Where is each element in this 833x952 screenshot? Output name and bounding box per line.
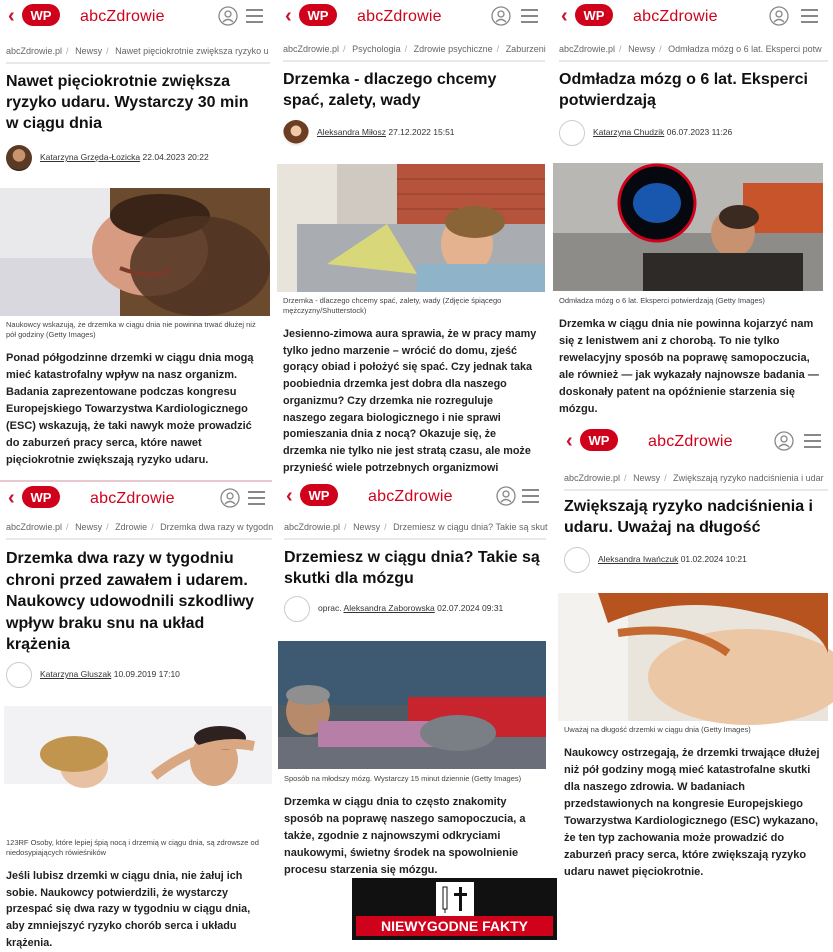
breadcrumb-item[interactable]: abcZdrowie.pl: [283, 44, 340, 54]
article-photo: [4, 706, 272, 834]
chevron-left-icon[interactable]: ‹: [286, 485, 293, 507]
breadcrumb: [6, 522, 272, 540]
article-lead: Jesienno-zimowa aura sprawia, że w pracy mamy tylko jedno marzenie – wrócić do domu, zjeść gorący obiad i położyć się spać. Czy jednak taka poobiednia drzemka jest dobra dla naszego organizmu? Czy drzemka nie rozreguluje naszego zegara biologicznego i nie sprawi pomieszania dnia z nocą? Okazuje się, że drzemka nie tylko nie jest stratą czasu, ale może przynieść wiele potrzebnych organizmowi: [283, 328, 537, 474]
publish-date: 10.09.2019 17:10: [113, 669, 180, 679]
author-row: [559, 120, 824, 148]
article-photo: [277, 164, 545, 292]
article-panel-4: [0, 480, 272, 947]
breadcrumb-separator: /: [106, 46, 109, 56]
publish-date: 02.07.2024 09:31: [437, 603, 504, 613]
breadcrumb-separator: /: [496, 44, 500, 54]
article-photo: [558, 593, 828, 721]
breadcrumb-item[interactable]: abcZdrowie.pl: [559, 44, 616, 54]
user-icon[interactable]: [769, 6, 789, 26]
author-prefix: oprac.: [318, 603, 342, 613]
avatar: [559, 120, 585, 146]
breadcrumb: [559, 44, 828, 62]
hamburger-icon[interactable]: [801, 9, 818, 23]
article-title: Drzemiesz w ciągu dnia? Takie są skutki dla mózgu: [284, 549, 540, 587]
brand-name[interactable]: abcZdrowie: [368, 488, 453, 505]
article-panel-6: [558, 425, 828, 885]
breadcrumb: [564, 473, 828, 491]
author-row: [564, 547, 824, 575]
breadcrumb-item[interactable]: Newsy: [628, 44, 656, 54]
publish-date: 06.07.2023 11:26: [666, 127, 733, 137]
svg-text:WP: WP: [583, 8, 605, 23]
user-icon[interactable]: [218, 6, 238, 26]
breadcrumb-item[interactable]: abcZdrowie.pl: [6, 522, 63, 532]
article-lead: Drzemka w ciągu dnia nie powinna kojarzyć nam się z lenistwem ani z chorobą. To nie tylko rewelacyjny sposób na poprawę samopoczucia, ale również — jak wykazały najnowsze badania — doskonały patent na opóźnienie starzenia się mózgu.: [559, 318, 819, 416]
breadcrumb-separator: /: [404, 44, 408, 54]
article-panel-3: [553, 0, 828, 420]
site-header: [277, 0, 545, 34]
publish-date: 01.02.2024 10:21: [680, 554, 747, 564]
breadcrumb-item[interactable]: Drzemiesz w ciągu dnia? Takie są skut: [393, 522, 548, 532]
wp-logo[interactable]: [580, 429, 618, 451]
brand-name[interactable]: abcZdrowie: [648, 433, 733, 450]
hamburger-icon[interactable]: [804, 434, 821, 448]
avatar: [6, 145, 32, 171]
breadcrumb-separator: /: [344, 522, 347, 532]
breadcrumb-separator: /: [619, 44, 622, 54]
breadcrumb-item[interactable]: abcZdrowie.pl: [284, 522, 341, 532]
breadcrumb: [283, 44, 545, 62]
article-title: Nawet pięciokrotnie zwiększa ryzyko udaru. Wystarczy 30 min w ciągu dnia: [6, 73, 249, 132]
breadcrumb: [284, 522, 546, 540]
article-panel-1: [0, 0, 270, 480]
wp-logo[interactable]: [575, 4, 613, 26]
user-icon[interactable]: [496, 486, 516, 506]
breadcrumb-separator: /: [664, 473, 667, 483]
breadcrumb-separator: /: [384, 522, 387, 532]
author-row: [6, 662, 268, 690]
article-title: Zwiększają ryzyko nadciśnienia i udaru. Uważaj na długość: [564, 498, 813, 536]
breadcrumb-separator: /: [343, 44, 346, 54]
photo-caption: 123RF Osoby, które lepiej śpią nocą i drzemią w ciągu dnia, są zdrowsze od niedosypiających rówieśników: [6, 838, 259, 858]
article-panel-2: [277, 0, 545, 480]
breadcrumb-item[interactable]: Zaburzeni: [505, 44, 546, 54]
breadcrumb-item[interactable]: Newsy: [633, 473, 661, 483]
article-photo: [0, 188, 270, 316]
brand-name[interactable]: abcZdrowie: [633, 8, 718, 25]
author-row: [284, 596, 542, 624]
svg-text:WP: WP: [588, 433, 610, 448]
breadcrumb-separator: /: [659, 44, 662, 54]
avatar: [284, 596, 310, 622]
wp-logo[interactable]: [299, 4, 337, 26]
breadcrumb-item[interactable]: Newsy: [353, 522, 381, 532]
watermark-banner: [352, 878, 557, 940]
breadcrumb-item[interactable]: Odmładza mózg o 6 lat. Eksperci potw: [668, 44, 822, 54]
author-name[interactable]: Aleksandra Zaborowska: [343, 603, 435, 613]
brand-name[interactable]: abcZdrowie: [80, 8, 165, 25]
breadcrumb-item[interactable]: Psychologia: [352, 44, 401, 54]
svg-text:WP: WP: [307, 8, 329, 23]
chevron-left-icon[interactable]: ‹: [285, 5, 292, 27]
publish-date: 22.04.2023 20:22: [142, 152, 209, 162]
hamburger-icon[interactable]: [521, 9, 538, 23]
photo-caption: Naukowcy wskazują, że drzemka w ciągu dnia nie powinna trwać dłużej niż pół godziny (Getty Images): [6, 320, 256, 340]
site-header: [558, 425, 828, 459]
author-row: [283, 120, 541, 148]
site-header: [0, 480, 272, 514]
article-photo: [553, 163, 823, 291]
brand-name[interactable]: abcZdrowie: [357, 8, 442, 25]
publish-date: 27.12.2022 15:51: [388, 127, 455, 137]
breadcrumb-item[interactable]: Zdrowie: [115, 522, 148, 532]
user-icon[interactable]: [774, 431, 794, 451]
author-name[interactable]: Aleksandra Miłosz: [317, 127, 386, 137]
photo-caption: Odmładza mózg o 6 lat. Eksperci potwierdzają (Getty Images): [559, 296, 765, 305]
article-title: Odmładza mózg o 6 lat. Eksperci potwierdzają: [559, 71, 808, 109]
banner-text: NIEWYGODNE FAKTY: [356, 916, 553, 936]
photo-caption: Drzemka - dlaczego chcemy spać, zalety, wady (Zdjęcie śpiącego mężczyzny/Shutterstock): [283, 296, 502, 316]
breadcrumb-item[interactable]: Nawet pięciokrotnie zwiększa ryzyko u: [115, 46, 269, 56]
author-name[interactable]: Katarzyna Gluszak: [40, 669, 112, 679]
author-row: [6, 145, 266, 173]
article-photo: [278, 641, 546, 769]
chevron-left-icon[interactable]: ‹: [561, 5, 568, 27]
photo-caption: Sposób na młodszy mózg. Wystarczy 15 minut dziennie (Getty Images): [284, 774, 522, 783]
chevron-left-icon[interactable]: ‹: [8, 5, 15, 27]
avatar: [6, 662, 32, 688]
breadcrumb-separator: /: [66, 46, 69, 56]
breadcrumb-item[interactable]: abcZdrowie.pl: [564, 473, 621, 483]
breadcrumb-item[interactable]: abcZdrowie.pl: [6, 46, 63, 56]
user-icon[interactable]: [220, 488, 240, 508]
author-name[interactable]: Katarzyna Grzęda-Łozicka: [40, 152, 141, 162]
breadcrumb-item[interactable]: Zdrowie psychiczne: [413, 44, 493, 54]
svg-text:WP: WP: [30, 8, 52, 23]
article-lead: Drzemka w ciągu dnia to często znakomity sposób na poprawę naszego samopoczucia, a także, zgodnie z najnowszymi odkryciami naukowymi, świetny środek na spowolnienie procesu starzenia się mózgu.: [284, 796, 526, 877]
site-header: [0, 0, 270, 34]
breadcrumb-item[interactable]: Drzemka dwa razy w tygodn: [160, 522, 274, 532]
avatar: [283, 120, 309, 146]
photo-caption: Uważaj na długość drzemki w ciągu dnia (Getty Images): [564, 725, 751, 734]
author-name[interactable]: Aleksandra Iwańczuk: [598, 554, 679, 564]
article-lead: Naukowcy ostrzegają, że drzemki trwające dłużej niż pół godziny mogą mieć katastrofalne skutki dla naszego zdrowia. W badaniach przedstawionych na kongresie Europejskiego Towarzystwa Kardiologicznego (ESC) wykazano, że ten typ zachowania może prowadzić do zaburzeń pracy serca, które zwiększają ryzyko udaru nawet pięciokrotnie.: [564, 747, 820, 879]
article-lead: Ponad półgodzinne drzemki w ciągu dnia mogą mieć katastrofalny wpływ na nasz organizm. Badania zaprezentowane podczas kongresu Europejskiego Towarzystwa Kardiologicznego (ESC) wskazują, że taki nawyk może prowadzić do zaburzeń pracy serca, które nawet pięciokrotnie zwiększają ryzyko udaru.: [6, 352, 254, 467]
avatar: [564, 547, 590, 573]
brand-name[interactable]: abcZdrowie: [90, 490, 175, 507]
breadcrumb-separator: /: [151, 522, 154, 532]
breadcrumb-separator: /: [66, 522, 69, 532]
article-title: Drzemka dwa razy w tygodniu chroni przed zawałem i udarem. Naukowcy udowodnili szkodliwy wpływ braku snu na układ krążenia: [6, 550, 255, 654]
author-name[interactable]: Katarzyna Chudzik: [593, 127, 665, 137]
hamburger-icon[interactable]: [522, 489, 539, 503]
breadcrumb-separator: /: [106, 522, 109, 532]
chevron-left-icon[interactable]: ‹: [566, 430, 573, 452]
site-header: [278, 480, 546, 514]
breadcrumb-separator: /: [624, 473, 627, 483]
user-icon[interactable]: [491, 6, 511, 26]
breadcrumb: [6, 46, 270, 64]
breadcrumb-item[interactable]: Newsy: [75, 46, 103, 56]
cross-syringe-icon: [436, 882, 474, 916]
breadcrumb-item[interactable]: Newsy: [75, 522, 103, 532]
article-lead: Jeśli lubisz drzemki w ciągu dnia, nie żałuj ich sobie. Naukowcy potwierdzili, że wystarczy przespać się dwa razy w tygodniu w ciągu dnia, aby zmniejszyć ryzyko chorób serca i układu krążenia.: [6, 870, 251, 949]
wp-logo[interactable]: [300, 484, 338, 506]
wp-logo[interactable]: [22, 486, 60, 508]
article-panel-5: [278, 480, 546, 880]
breadcrumb-item[interactable]: Zwiększają ryzyko nadciśnienia i udar: [673, 473, 824, 483]
chevron-left-icon[interactable]: ‹: [8, 487, 15, 509]
svg-text:WP: WP: [30, 490, 52, 505]
svg-text:WP: WP: [308, 488, 330, 503]
hamburger-icon[interactable]: [248, 491, 265, 505]
wp-logo[interactable]: [22, 4, 60, 26]
article-title: Drzemka - dlaczego chcemy spać, zalety, wady: [283, 71, 497, 109]
hamburger-icon[interactable]: [246, 9, 263, 23]
site-header: [553, 0, 828, 34]
